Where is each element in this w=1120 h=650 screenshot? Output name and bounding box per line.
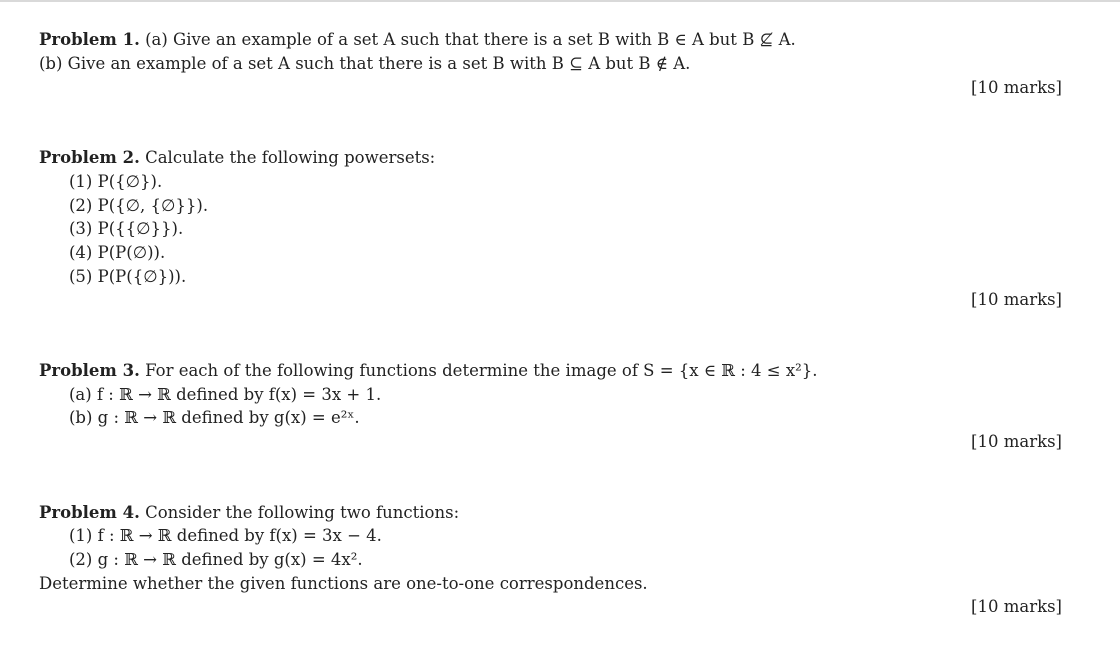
- problem-1-line-a: [39, 29, 796, 51]
- problem-2-item-3: (3) P({{∅}}).: [69, 219, 184, 238]
- problem-4-line: [39, 502, 459, 524]
- top-border-line: [0, 0, 1120, 2]
- problem-1-heading: Problem 1.: [39, 30, 140, 49]
- problem-2-item-2: (2) P({∅, {∅}}).: [69, 196, 209, 215]
- problem-1-part-b: (b) Give an example of a set A such that there is a set B with B ⊆ A but B ∉ A.: [39, 54, 691, 73]
- problem-4-heading: Problem 4.: [39, 503, 140, 522]
- problem-4-item-1: (1) f : ℝ → ℝ defined by f(x) = 3x − 4.: [69, 526, 382, 545]
- problem-2-intro: Calculate the following powersets:: [145, 148, 436, 167]
- problem-2-heading: Problem 2.: [39, 148, 140, 167]
- problem-4-marks: [10 marks]: [971, 597, 1062, 616]
- problem-2-item-1: (1) P({∅}).: [69, 172, 163, 191]
- problem-2-marks: [10 marks]: [971, 290, 1062, 309]
- problem-4-intro: Consider the following two functions:: [145, 503, 460, 522]
- problem-2-item-5: (5) P(P({∅})).: [69, 267, 187, 286]
- problem-1-marks: [10 marks]: [971, 78, 1062, 97]
- problem-3-marks: [10 marks]: [971, 432, 1062, 451]
- problem-3-heading: Problem 3.: [39, 361, 140, 380]
- problem-2-item-4: (4) P(P(∅)).: [69, 243, 166, 262]
- problem-3-item-a: (a) f : ℝ → ℝ defined by f(x) = 3x + 1.: [69, 385, 382, 404]
- problem-3-line: [39, 360, 818, 382]
- problem-3-item-b: (b) g : ℝ → ℝ defined by g(x) = e²ˣ.: [69, 408, 360, 427]
- problem-1-part-a: (a) Give an example of a set A such that there is a set B with B ∈ A but B ⊈ A.: [145, 30, 796, 49]
- problem-2-line: [39, 147, 435, 169]
- problem-4-closing: Determine whether the given functions are one-to-one correspondences.: [39, 574, 648, 593]
- problem-3-intro: For each of the following functions determine the image of S = {x ∈ ℝ : 4 ≤ x²}.: [145, 361, 818, 380]
- problem-4-item-2: (2) g : ℝ → ℝ defined by g(x) = 4x².: [69, 550, 363, 569]
